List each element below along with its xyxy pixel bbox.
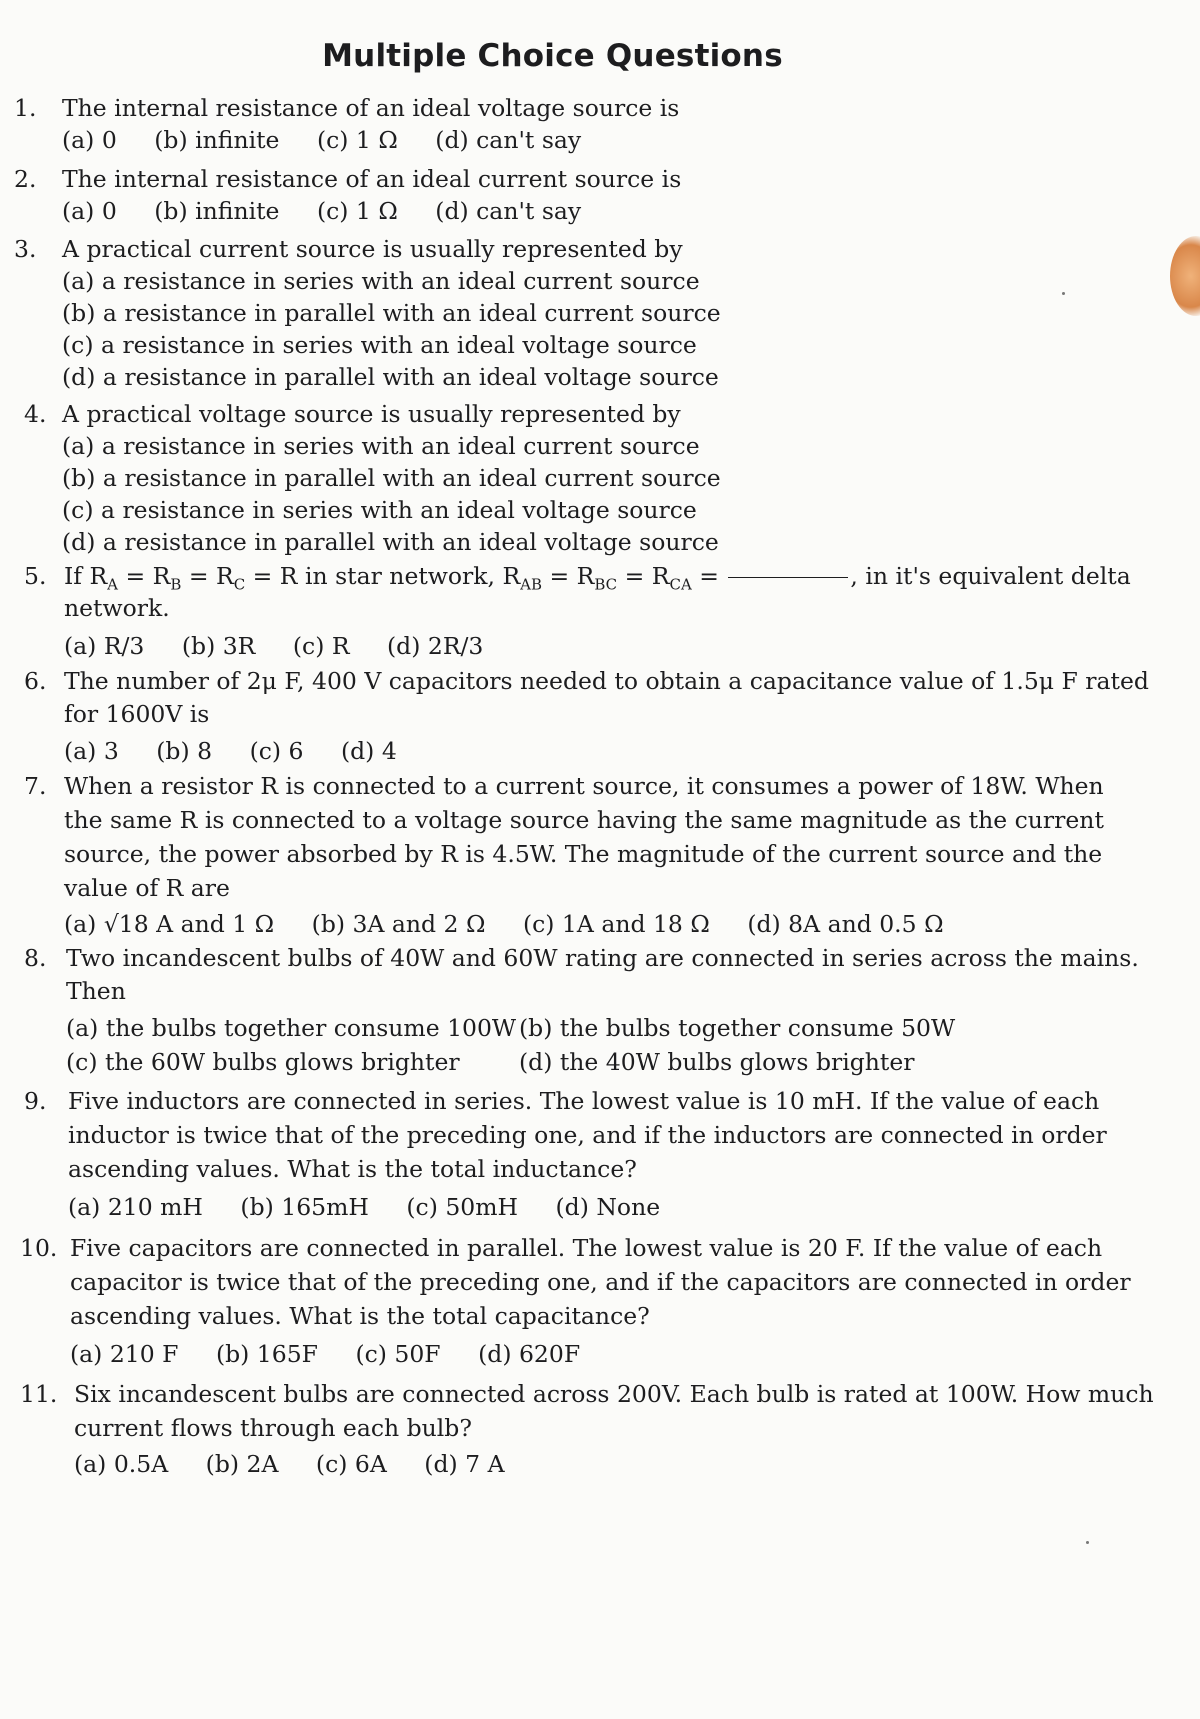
option-d[interactable]: (d) the 40W bulbs glows brighter (519, 1048, 915, 1076)
question-number: 8. (24, 944, 47, 972)
question-number: 9. (24, 1087, 47, 1115)
question-10 (20, 1232, 1131, 1377)
option-b[interactable]: (b) 8 (156, 737, 213, 765)
question-text-line-2: capacitor is twice that of the preceding one, and if the capacitors are connected in order (70, 1268, 1131, 1296)
option-a[interactable]: (a) 210 mH (68, 1193, 203, 1221)
question-3 (14, 233, 1094, 398)
option-d[interactable]: (d) can't say (435, 197, 582, 225)
question-1 (14, 92, 1094, 162)
option-d[interactable]: (d) a resistance in parallel with an ideal voltage source (62, 528, 719, 556)
option-c[interactable]: (c) 50mH (406, 1193, 519, 1221)
question-text-line-3: source, the power absorbed by R is 4.5W. The magnitude of the current source and the (64, 840, 1103, 868)
question-text-line-4: value of R are (64, 874, 230, 902)
answer-blank (728, 577, 848, 578)
options-row (68, 1191, 690, 1224)
option-b[interactable]: (b) 2A (205, 1450, 279, 1478)
option-c[interactable]: (c) 1 Ω (316, 126, 398, 154)
question-text-line-1: Five capacitors are connected in parallel. The lowest value is 20 F. If the value of each (70, 1234, 1103, 1262)
question-11 (20, 1378, 1154, 1488)
question-6 (24, 665, 1149, 775)
option-b[interactable]: (b) 165mH (240, 1193, 369, 1221)
options-row (62, 124, 611, 157)
question-number: 4. (24, 400, 47, 428)
options-row (62, 195, 611, 228)
options-row (64, 630, 513, 663)
option-b[interactable]: (b) 3R (181, 632, 256, 660)
question-text: The internal resistance of an ideal current source is (62, 165, 682, 193)
options-row (64, 735, 427, 768)
question-number: 7. (24, 772, 47, 800)
option-a[interactable]: (a) 0 (62, 197, 117, 225)
options-row (74, 1448, 535, 1481)
option-b[interactable]: (b) 165F (215, 1340, 318, 1368)
speck (1086, 1541, 1089, 1544)
question-text: A practical current source is usually represented by (62, 235, 683, 263)
option-d[interactable]: (d) 7 A (424, 1450, 505, 1478)
question-number: 11. (20, 1380, 58, 1408)
options-row (64, 908, 974, 941)
question-7 (24, 770, 1104, 945)
question-number: 2. (14, 165, 37, 193)
question-4 (24, 398, 1094, 563)
option-a[interactable]: (a) 0.5A (74, 1450, 169, 1478)
option-c[interactable]: (c) 50F (355, 1340, 441, 1368)
option-c[interactable]: (c) 6 (249, 737, 304, 765)
question-2 (14, 163, 1094, 233)
finger-edge (1170, 236, 1200, 316)
question-8 (24, 942, 1139, 1082)
option-a[interactable]: (a) the bulbs together consume 100W (66, 1014, 517, 1042)
question-text: A practical voltage source is usually represented by (62, 400, 681, 428)
question-text-line-2: inductor is twice that of the preceding one, and if the inductors are connected in order (68, 1121, 1107, 1149)
question-text: Two incandescent bulbs of 40W and 60W rating are connected in series across the mains. (66, 944, 1139, 972)
option-b[interactable]: (b) infinite (154, 197, 280, 225)
question-text-continued: Then (66, 977, 126, 1005)
question-text-line-2: the same R is connected to a voltage source having the same magnitude as the current (64, 806, 1104, 834)
question-9 (24, 1085, 1107, 1230)
question-text: If $R_A = R_B = R_C = R$ in star network, $R_{AB} = R_{BC} = R_{CA}$ = , in it's equivalent delta (64, 562, 1131, 594)
option-a[interactable]: (a) 0 (62, 126, 117, 154)
option-d[interactable]: (d) 620F (478, 1340, 581, 1368)
option-b[interactable]: (b) the bulbs together consume 50W (519, 1014, 956, 1042)
question-text-line-1: When a resistor R is connected to a current source, it consumes a power of 18W. When (64, 772, 1104, 800)
question-text: The number of 2μ F, 400 V capacitors needed to obtain a capacitance value of 1.5μ F rated (64, 667, 1149, 695)
option-c[interactable]: (c) 1A and 18 Ω (522, 910, 710, 938)
option-c[interactable]: (c) 6A (315, 1450, 387, 1478)
question-text-line-3: ascending values. What is the total inductance? (68, 1155, 637, 1183)
page-title: Multiple Choice Questions (322, 38, 783, 74)
question-text-line-3: ascending values. What is the total capacitance? (70, 1302, 650, 1330)
option-b[interactable]: (b) infinite (154, 126, 280, 154)
option-d[interactable]: (d) 2R/3 (387, 632, 484, 660)
option-a[interactable]: (a) a resistance in series with an ideal current source (62, 432, 700, 460)
option-d[interactable]: (d) a resistance in parallel with an ideal voltage source (62, 363, 719, 391)
option-c[interactable]: (c) the 60W bulbs glows brighter (66, 1048, 460, 1076)
question-text-continued: network. (64, 594, 170, 622)
question-text-line-1: Five inductors are connected in series. The lowest value is 10 mH. If the value of each (68, 1087, 1100, 1115)
option-b[interactable]: (b) 3A and 2 Ω (311, 910, 486, 938)
options-row (70, 1338, 610, 1371)
speck (1062, 292, 1065, 295)
option-a[interactable]: (a) a resistance in series with an ideal current source (62, 267, 700, 295)
option-d[interactable]: (d) None (555, 1193, 661, 1221)
option-c[interactable]: (c) a resistance in series with an ideal voltage source (62, 496, 697, 524)
question-number: 10. (20, 1234, 58, 1262)
option-a[interactable]: (a) R/3 (64, 632, 145, 660)
question-text: The internal resistance of an ideal voltage source is (62, 94, 680, 122)
option-a[interactable]: (a) √18 A and 1 Ω (64, 910, 275, 938)
option-a[interactable]: (a) 3 (64, 737, 119, 765)
question-5 (24, 560, 1131, 670)
option-d[interactable]: (d) 8A and 0.5 Ω (747, 910, 944, 938)
option-b[interactable]: (b) a resistance in parallel with an ideal current source (62, 299, 721, 327)
option-b[interactable]: (b) a resistance in parallel with an ideal current source (62, 464, 721, 492)
question-text-continued: for 1600V is (64, 700, 210, 728)
option-a[interactable]: (a) 210 F (70, 1340, 179, 1368)
question-text-line-2: current flows through each bulb? (74, 1414, 472, 1442)
question-number: 6. (24, 667, 47, 695)
question-text-line-1: Six incandescent bulbs are connected across 200V. Each bulb is rated at 100W. How much (74, 1380, 1154, 1408)
question-number: 5. (24, 562, 47, 590)
option-c[interactable]: (c) 1 Ω (316, 197, 398, 225)
option-d[interactable]: (d) can't say (435, 126, 582, 154)
question-number: 1. (14, 94, 37, 122)
option-d[interactable]: (d) 4 (340, 737, 397, 765)
option-c[interactable]: (c) R (292, 632, 350, 660)
option-c[interactable]: (c) a resistance in series with an ideal voltage source (62, 331, 697, 359)
question-number: 3. (14, 235, 37, 263)
